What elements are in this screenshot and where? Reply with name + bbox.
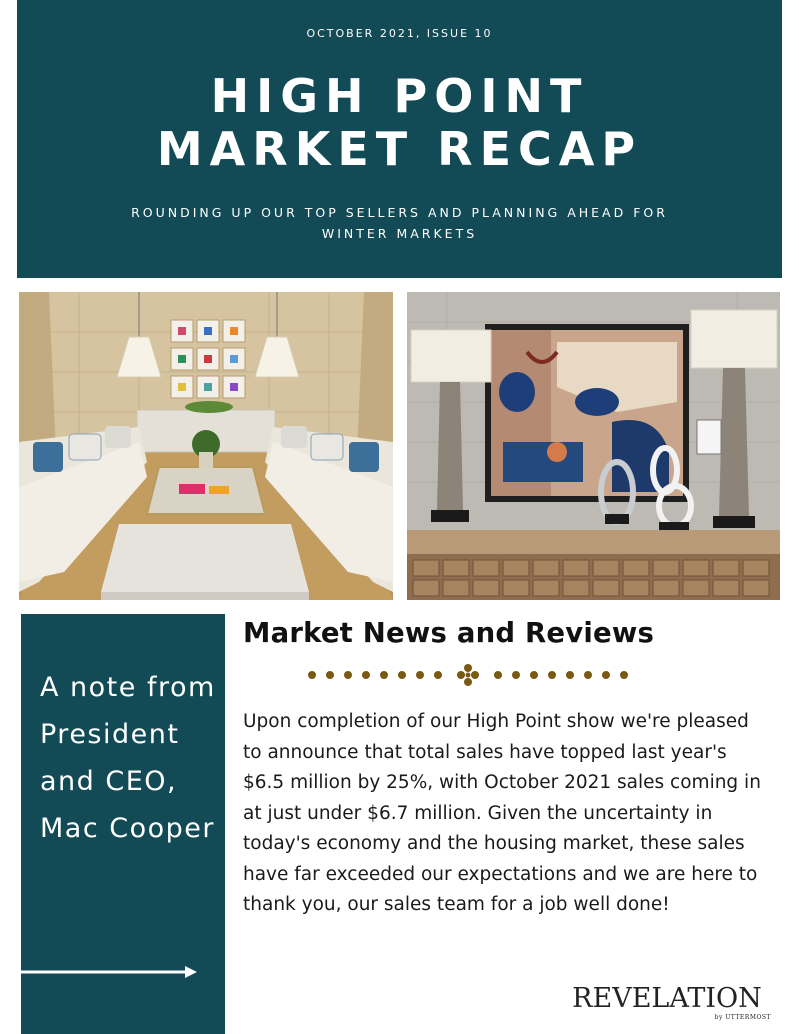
console-art-illustration <box>407 292 780 600</box>
page-title <box>17 70 782 176</box>
header-banner <box>17 0 782 278</box>
title-line-2: MARKET RECAP <box>156 122 643 176</box>
page-subtitle: ROUNDING UP OUR TOP SELLERS AND PLANNING AHEAD FOR WINTER MARKETS <box>131 205 668 241</box>
brand-logo <box>561 983 773 1025</box>
arrow-right-icon <box>19 966 197 978</box>
ceo-note-text: A note from President and CEO, Mac Cooper <box>40 672 216 844</box>
brand-name: REVELATION <box>572 983 762 1014</box>
living-room-showroom-photo <box>19 292 393 600</box>
dotted-divider-icon <box>306 663 630 687</box>
brand-sub: by UTTERMOST <box>714 1014 771 1021</box>
news-heading: Market News and Reviews <box>243 617 655 649</box>
title-line-1: HIGH POINT <box>210 69 589 123</box>
news-body: Upon completion of our High Point show we're pleased to announce that total sales have topped last year's $6.5 million by 25%, with October 2021 sales coming in at just under $6.7 million. Given the uncertainty in today's economy and the housing market, these sales have far exceeded our expectations and we are here to thank you, our sales team for a job well done! <box>243 711 761 915</box>
living-room-illustration <box>19 292 393 600</box>
issue-date: OCTOBER 2021, ISSUE 10 <box>306 27 493 40</box>
console-art-lamps-photo <box>407 292 780 600</box>
